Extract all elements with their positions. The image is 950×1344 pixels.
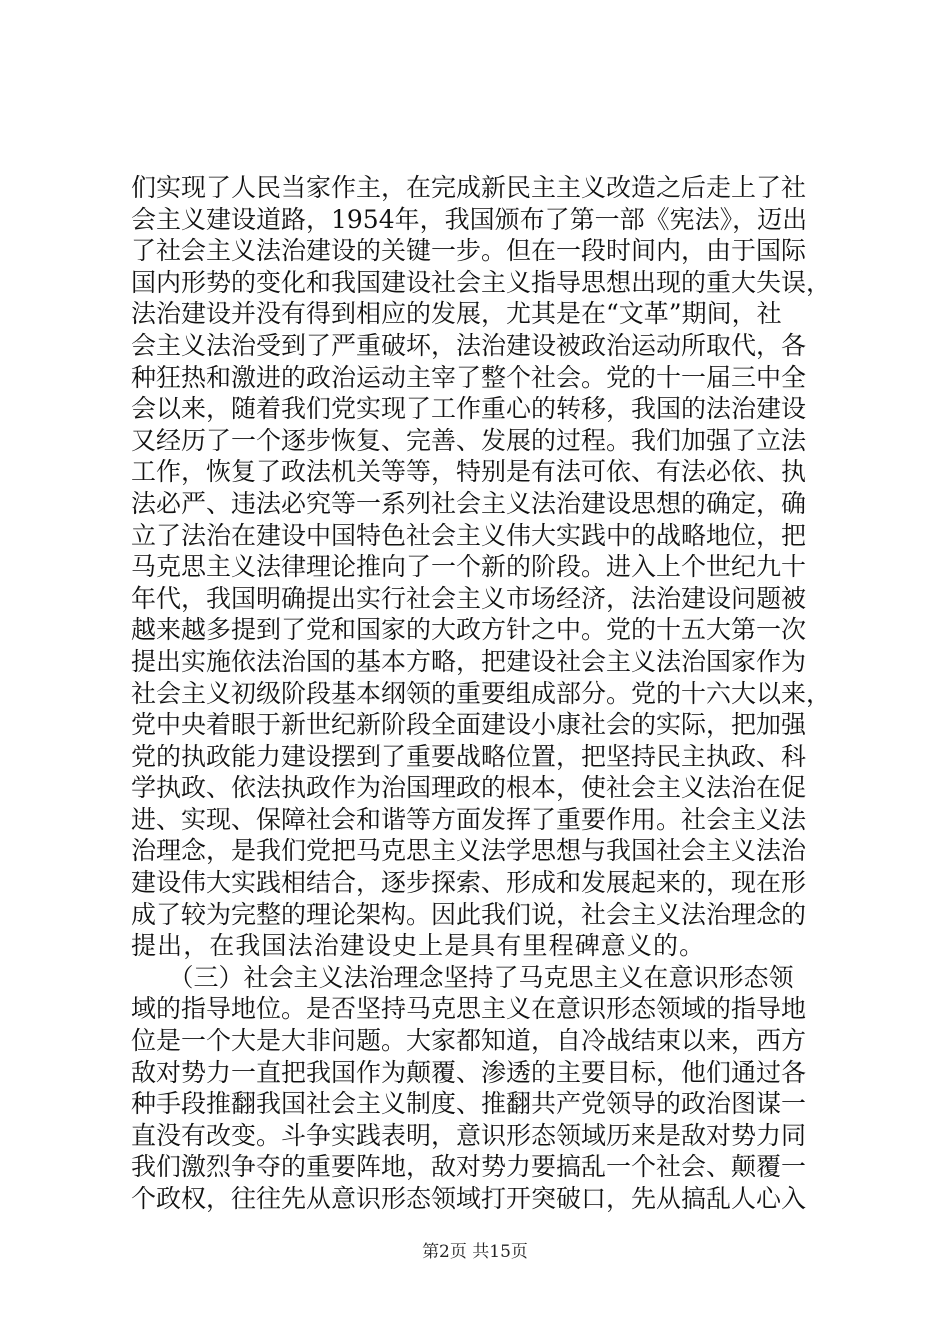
text-line: 位是一个大是大非问题。大家都知道，自冷战结束以来，西方 (131, 1026, 807, 1056)
text-line: 党中央着眼于新世纪新阶段全面建设小康社会的实际，把加强 (131, 710, 807, 740)
text-line: 我们激烈争夺的重要阵地，敌对势力要搞乱一个社会、颠覆一 (131, 1152, 807, 1182)
text-line: 提出，在我国法治建设史上是具有里程碑意义的。 (131, 931, 706, 961)
text-line: 种手段推翻我国社会主义制度、推翻共产党领导的政治图谋一 (131, 1089, 807, 1119)
text-line: 立了法治在建设中国特色社会主义伟大实践中的战略地位，把 (131, 520, 807, 550)
text-line: 会主义法治受到了严重破坏，法治建设被政治运动所取代，各 (131, 330, 807, 360)
text-line: 了社会主义法治建设的关键一步。但在一段时间内，由于国际 (131, 236, 807, 266)
text-line: 敌对势力一直把我国作为颠覆、渗透的主要目标，他们通过各 (131, 1057, 807, 1087)
text-line: 社会主义初级阶段基本纲领的重要组成部分。党的十六大以来， (131, 678, 832, 708)
text-line: 党的执政能力建设摆到了重要战略位置，把坚持民主执政、科 (131, 741, 807, 771)
text-line: 年代，我国明确提出实行社会主义市场经济，法治建设问题被 (131, 583, 807, 613)
text-line: 们实现了人民当家作主，在完成新民主主义改造之后走上了社 (131, 173, 807, 202)
body-text (131, 172, 831, 1215)
text-line: 国内形势的变化和我国建设社会主义指导思想出现的重大失误， (131, 267, 832, 297)
text-line: 建设伟大实践相结合，逐步探索、形成和发展起来的，现在形 (131, 868, 807, 898)
text-line: 种狂热和激进的政治运动主宰了整个社会。党的十一届三中全 (131, 362, 807, 392)
text-line: 成了较为完整的理论架构。因此我们说，社会主义法治理念的 (131, 899, 807, 929)
text-line: 法治建设并没有得到相应的发展，尤其是在“文革”期间，社 (131, 299, 782, 329)
text-line: （三）社会主义法治理念坚持了马克思主义在意识形态领 (131, 962, 794, 992)
text-line: 直没有改变。斗争实践表明，意识形态领域历来是敌对势力同 (131, 1120, 807, 1150)
text-line: 域的指导地位。是否坚持马克思主义在意识形态领域的指导地 (131, 994, 807, 1024)
text-line: 会以来，随着我们党实现了工作重心的转移，我国的法治建设 (131, 394, 807, 424)
text-line: 个政权，往往先从意识形态领域打开突破口，先从搞乱人心入 (131, 1184, 807, 1213)
text-line: 工作，恢复了政法机关等等，特别是有法可依、有法必依、执 (131, 457, 807, 487)
text-line: 提出实施依法治国的基本方略，把建设社会主义法治国家作为 (131, 646, 807, 676)
text-line: 又经历了一个逐步恢复、完善、发展的过程。我们加强了立法 (131, 425, 807, 455)
text-line: 越来越多提到了党和国家的大政方针之中。党的十五大第一次 (131, 615, 807, 645)
text-line: 进、实现、保障社会和谐等方面发挥了重要作用。社会主义法 (131, 804, 807, 834)
text-line: 学执政、依法执政作为治国理政的根本，使社会主义法治在促 (131, 773, 807, 803)
text-line: 法必严、违法必究等一系列社会主义法治建设思想的确定，确 (131, 488, 807, 518)
text-line: 治理念，是我们党把马克思主义法学思想与我国社会主义法治 (131, 836, 807, 866)
page-footer: 第2页 共15页 (422, 1242, 528, 1262)
text-line: 会主义建设道路，1954年，我国颁布了第一部《宪法》，迈出 (131, 204, 808, 234)
text-line: 马克思主义法律理论推向了一个新的阶段。进入上个世纪九十 (131, 552, 807, 582)
